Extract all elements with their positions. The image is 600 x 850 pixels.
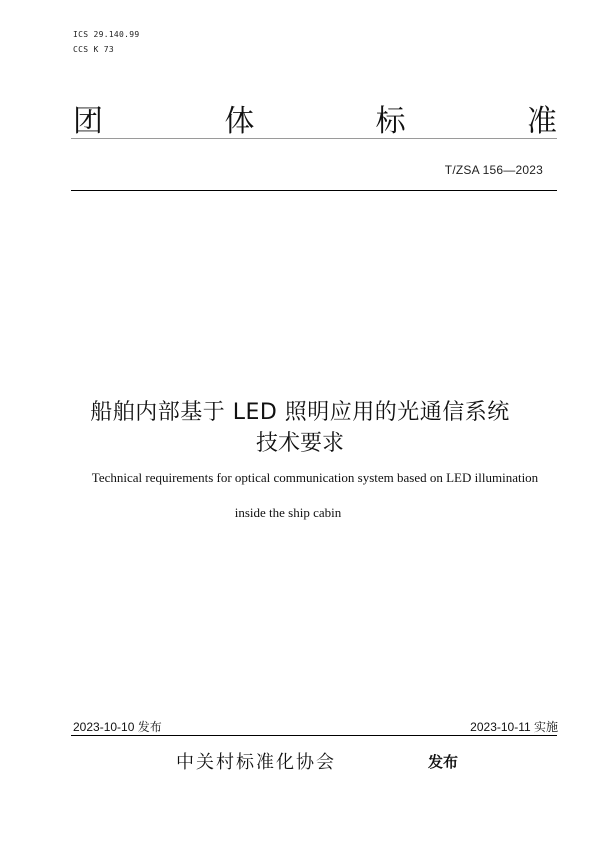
header-divider-thin	[71, 138, 557, 139]
title-en-line-2: inside the ship cabin	[234, 505, 342, 520]
publisher-name: 中关村标准化协会	[176, 752, 336, 773]
ccs-code: CCS K 73	[73, 45, 114, 54]
title-en-line-1: Technical requirements for optical communication system based on LED illumination	[91, 470, 539, 485]
standard-number: T/ZSA 156—2023	[444, 163, 543, 177]
title-zh-line-1: 船舶内部基于 LED 照明应用的光通信系统	[90, 400, 510, 425]
standard-type-heading	[73, 102, 557, 142]
header-divider	[71, 190, 557, 191]
title-zh-line-2: 技术要求	[255, 431, 344, 456]
publish-label: 发布	[428, 753, 459, 771]
issue-date: 2023-10-10 发布	[73, 720, 162, 734]
ics-code: ICS 29.140.99	[73, 30, 140, 39]
standard-type-char: 体	[224, 104, 255, 139]
implementation-date: 2023-10-11 实施	[470, 720, 558, 734]
standard-type-char: 团	[73, 104, 103, 139]
footer-divider	[71, 735, 557, 736]
standard-type-char: 准	[526, 104, 557, 139]
standard-type-char: 标	[375, 104, 406, 139]
